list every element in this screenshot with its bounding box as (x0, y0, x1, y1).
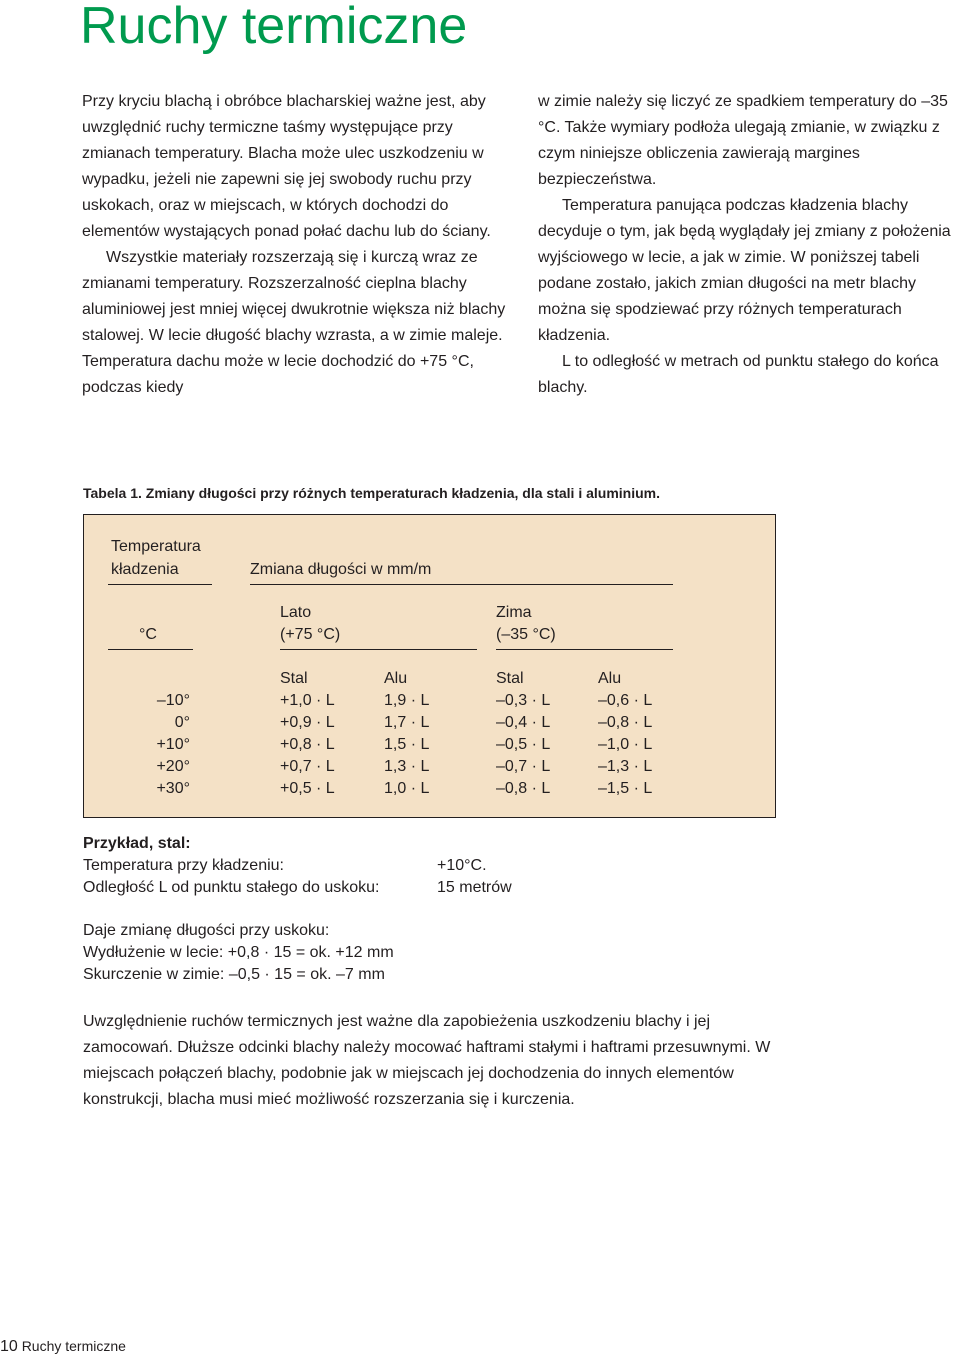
example-winter-result: Skurczenie w zimie: –0,5 · 15 = ok. –7 mm (83, 966, 385, 983)
header-laying: kładzenia (111, 561, 179, 578)
winter-alu-cell: –1,5 · L (598, 780, 653, 797)
length-change-table (83, 514, 776, 818)
example-distance-value: 15 metrów (437, 879, 512, 896)
summer-stal-cell: +0,5 · L (280, 780, 335, 797)
winter-temp: (–35 °C) (496, 626, 556, 643)
material-label: Stal (280, 670, 308, 687)
winter-alu-cell: –1,0 · L (598, 736, 653, 753)
example-temp-value: +10°C. (437, 857, 487, 874)
summer-stal-cell: +0,8 · L (280, 736, 335, 753)
material-label: Alu (598, 670, 622, 687)
summer-stal-cell: +0,7 · L (280, 758, 335, 775)
winter-label: Zima (496, 604, 532, 621)
summer-divider (280, 649, 477, 650)
summer-stal-cell: +0,9 · L (280, 714, 335, 731)
header-temperature: Temperatura (111, 538, 201, 555)
summer-alu-cell: 1,7 · L (384, 714, 430, 731)
header-length-change: Zmiana długości w mm/m (250, 561, 432, 578)
summer-alu-cell: 1,3 · L (384, 758, 430, 775)
page-footer (0, 1338, 126, 1356)
intro-left-column (82, 89, 512, 401)
unit-divider (108, 649, 193, 650)
example-result-intro: Daje zmianę długości przy uskoku: (83, 922, 330, 939)
table-caption: Tabela 1. Zmiany długości przy różnych temperaturach kładzenia, dla stali i aluminium. (83, 485, 661, 501)
header-divider-left (108, 584, 212, 585)
summer-temp: (+75 °C) (280, 626, 341, 643)
footer-section-title: Ruchy termiczne (21, 1338, 126, 1354)
winter-alu-cell: –0,8 · L (598, 714, 653, 731)
intro-right-column (538, 89, 960, 401)
winter-divider (496, 649, 673, 650)
temp-cell: +20° (156, 758, 190, 775)
winter-stal-cell: –0,4 · L (496, 714, 551, 731)
winter-alu-cell: –1,3 · L (598, 758, 653, 775)
summer-alu-cell: 1,0 · L (384, 780, 430, 797)
material-label: Alu (384, 670, 408, 687)
winter-stal-cell: –0,8 · L (496, 780, 551, 797)
intro-paragraph-5: L to odległość w metrach od punktu stałego do końca blachy. (538, 353, 939, 396)
summer-stal-cell: +1,0 · L (280, 692, 335, 709)
material-label: Stal (496, 670, 524, 687)
example-temp-label: Temperatura przy kładzeniu: (83, 857, 284, 874)
summer-alu-cell: 1,9 · L (384, 692, 430, 709)
intro-paragraph-1: Przy kryciu blachą i obróbce blacharskiej ważne jest, aby uwzględnić ruchy termiczne taśmy występujące przy zmianach temperatury. Blacha może ulec uszkodzeniu w wypadku, jeżeli nie zapewni się jej swobody ruchu przy uskokach, oraz w miejscach, w których dochodzi do elementów wystających ponad połać dachu lub do ściany. (82, 93, 491, 240)
winter-stal-cell: –0,5 · L (496, 736, 551, 753)
page-title: Ruchy termiczne (80, 0, 468, 55)
winter-stal-cell: –0,7 · L (496, 758, 551, 775)
summer-alu-cell: 1,5 · L (384, 736, 430, 753)
example-distance-label: Odległość L od punktu stałego do uskoku: (83, 879, 380, 896)
page-number: 10 (0, 1338, 18, 1355)
example-summer-result: Wydłużenie w lecie: +0,8 · 15 = ok. +12 mm (83, 944, 394, 961)
example-heading: Przykład, stal: (83, 835, 191, 852)
intro-paragraph-3: w zimie należy się liczyć ze spadkiem temperatury do –35 °C. Także wymiary podłoża ulegają zmianie, w związku z czym niniejsze obliczenia zawierają margines bezpieczeństwa. (538, 93, 948, 188)
intro-paragraph-4: Temperatura panująca podczas kładzenia blachy decyduje o tym, jak będą wyglądały jej zmiany z położenia wyjściowego w lecie, a jak w zimie. W poniższej tabeli podane zostało, jakich zmian długości na metr blachy można się spodziewać przy różnych temperaturach kładzenia. (538, 197, 951, 344)
temp-cell: +10° (156, 736, 190, 753)
temp-cell: –10° (156, 692, 190, 709)
temp-cell: 0° (174, 714, 190, 731)
summer-label: Lato (280, 604, 312, 621)
winter-alu-cell: –0,6 · L (598, 692, 653, 709)
unit-label: °C (139, 626, 157, 643)
closing-paragraph: Uwzględnienie ruchów termicznych jest ważne dla zapobieżenia uszkodzeniu blachy i jej zamocowań. Dłuższe odcinki blachy należy mocować haftrami stałymi i haftrami przesuwnymi. W miejscach połączeń blachy, podobnie jak w miejscach jej dochodzenia do innych elementów konstrukcji, blacha musi mieć możliwość rozszerzania się i kurczenia. (83, 1013, 771, 1108)
header-divider-right (250, 584, 673, 585)
intro-paragraph-2: Wszystkie materiały rozszerzają się i kurczą wraz ze zmianami temperatury. Rozszerzalność cieplna blachy aluminiowej jest mniej więcej dwukrotnie większa niż blachy stalowej. W lecie długość blachy wzrasta, a w zimie maleje. Temperatura dachu może w lecie dochodzić do +75 °C, podczas kiedy (82, 249, 506, 396)
winter-stal-cell: –0,3 · L (496, 692, 551, 709)
temp-cell: +30° (156, 780, 190, 797)
